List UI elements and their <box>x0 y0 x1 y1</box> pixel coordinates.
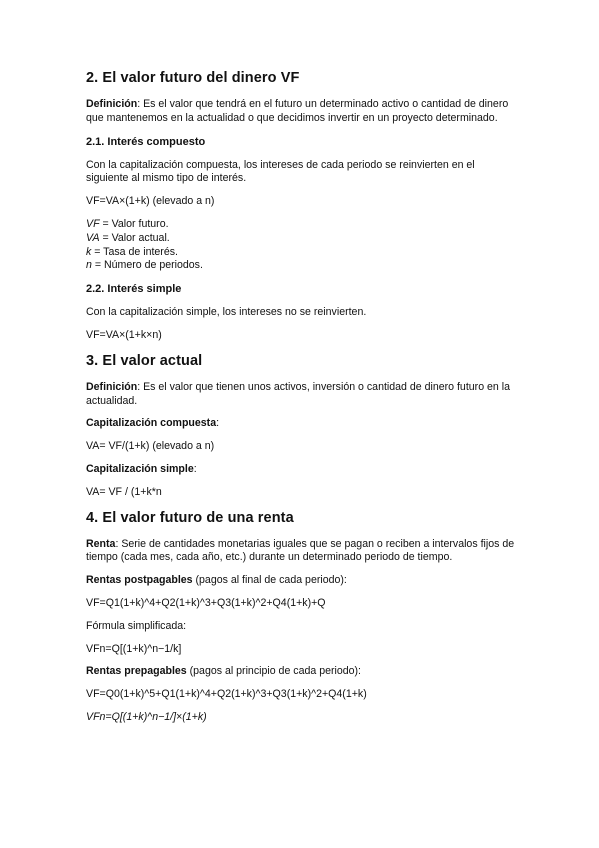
postpayable-text: (pagos al final de cada periodo): <box>192 574 347 587</box>
variable-description: = Valor futuro. <box>99 217 169 230</box>
subsection-2-2-heading: 2.2. Interés simple <box>86 283 182 296</box>
definition-label: Definición <box>86 380 138 393</box>
subsection-2-1-text: Con la capitalización compuesta, los intereses de cada periodo se reinvierten en el siguiente al mismo tipo de interés. <box>86 158 475 185</box>
simplified-formula-label: Fórmula simplificada: <box>86 619 187 632</box>
variable-symbol: n <box>86 259 92 272</box>
renta-definition <box>86 538 516 566</box>
variable-description: = Tasa de interés. <box>91 245 178 258</box>
present-value-simple-formula: VA= VF / (1+k*n <box>86 485 162 498</box>
variable-symbol: VA <box>86 231 100 244</box>
prepayable-text: (pagos al principio de cada periodo): <box>186 665 362 678</box>
subsection-2-1-heading: 2.1. Interés compuesto <box>86 135 206 148</box>
variable-description: = Valor actual. <box>99 231 170 244</box>
variable-symbol: k <box>86 245 92 258</box>
simple-capitalization-label: Capitalización simple: <box>86 462 197 475</box>
section-2-definition <box>86 98 516 126</box>
simple-interest-formula: VF=VA×(1+k×n) <box>86 328 162 341</box>
section-2-heading: 2. El valor futuro del dinero VF <box>86 70 300 86</box>
variable-description: = Número de periodos. <box>91 259 203 272</box>
variable-k <box>86 246 516 260</box>
variable-vf <box>86 218 516 232</box>
compound-capitalization-label: Capitalización compuesta: <box>86 417 220 430</box>
section-4-heading: 4. El valor futuro de una renta <box>86 509 294 526</box>
compound-interest-formula: VF=VA×(1+k) (elevado a n) <box>86 195 215 208</box>
postpayable-label: Rentas postpagables <box>86 574 193 587</box>
definition-text: : Es el valor que tienen unos activos, inversión o cantidad de dinero futuro en la actualidad. <box>86 380 510 407</box>
prepayable-formula: VF=Q0(1+k)^5+Q1(1+k)^4+Q2(1+k)^3+Q3(1+k)^2+Q4(1+k) <box>86 688 367 701</box>
section-3-definition <box>86 381 516 409</box>
renta-label: Renta <box>86 537 116 550</box>
variable-va <box>86 232 516 246</box>
renta-text: : Serie de cantidades monetarias iguales que se pagan o reciben a intervalos fijos de tiempo (cada mes, cada año, etc.) durante un determinado periodo de tiempo. <box>86 537 515 564</box>
prepayable-label: Rentas prepagables <box>86 665 187 678</box>
prepayable-formula-simplified <box>86 711 516 725</box>
subsection-2-2-text: Con la capitalización simple, los intereses no se reinvierten. <box>86 306 367 319</box>
prepayable-intro <box>86 665 516 679</box>
section-3-heading: 3. El valor actual <box>86 352 203 369</box>
definition-text: : Es el valor que tendrá en el futuro un determinado activo o cantidad de dinero que mantenemos en la actualidad o que decidimos invertir en un proyecto determinado. <box>86 98 509 124</box>
variable-symbol: VF <box>86 217 100 230</box>
postpayable-intro <box>86 574 516 588</box>
simplified-formula: VFn=Q[(1+k)^n−1/k] <box>86 642 182 655</box>
variable-definitions <box>86 218 516 273</box>
document-content <box>86 69 516 734</box>
variable-n <box>86 259 516 273</box>
definition-label: Definición <box>86 98 138 110</box>
postpayable-formula: VF=Q1(1+k)^4+Q2(1+k)^3+Q3(1+k)^2+Q4(1+k)+Q <box>86 596 326 609</box>
label-bold: Capitalización compuesta <box>86 417 217 430</box>
label-bold: Capitalización simple <box>86 462 194 475</box>
present-value-compound-formula: VA= VF/(1+k) (elevado a n) <box>86 440 215 453</box>
italic-formula: VFn=Q[(1+k)^n−1/]×(1+k) <box>86 710 207 723</box>
